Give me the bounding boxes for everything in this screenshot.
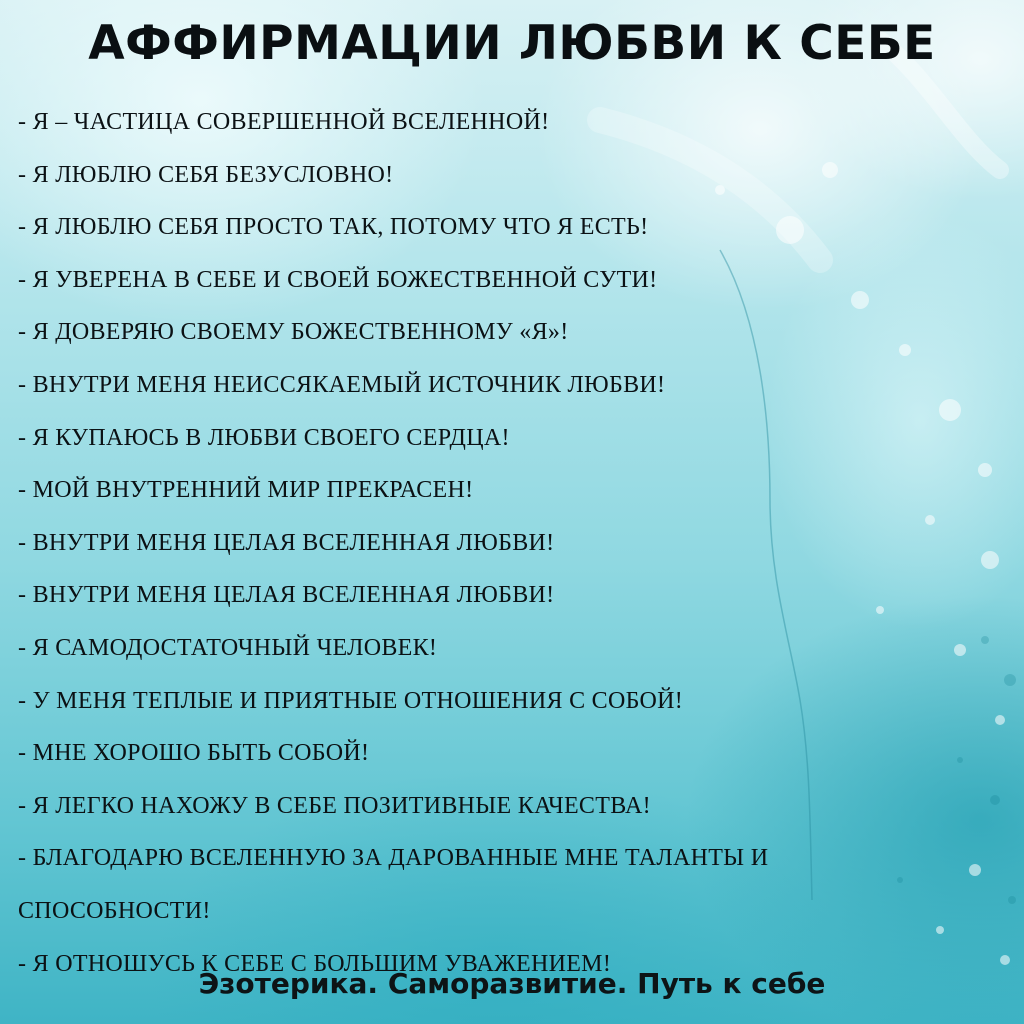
list-item: - БЛАГОДАРЮ ВСЕЛЕННУЮ ЗА ДАРОВАННЫЕ МНЕ ТАЛАНТЫ И (18, 845, 769, 872)
list-item: - Я ЛЮБЛЮ СЕБЯ ПРОСТО ТАК, ПОТОМУ ЧТО Я ЕСТЬ! (18, 214, 649, 241)
list-item: - Я ОТНОШУСЬ К СЕБЕ С БОЛЬШИМ УВАЖЕНИЕМ! (18, 950, 612, 977)
list-item: - МНЕ ХОРОШО БЫТЬ СОБОЙ! (18, 740, 370, 767)
list-item: - МОЙ ВНУТРЕННИЙ МИР ПРЕКРАСЕН! (18, 477, 474, 504)
list-item: - Я ДОВЕРЯЮ СВОЕМУ БОЖЕСТВЕННОМУ «Я»! (18, 319, 569, 346)
list-item: - ВНУТРИ МЕНЯ НЕИССЯКАЕМЫЙ ИСТОЧНИК ЛЮБВИ! (18, 371, 666, 398)
footer-caption: Эзотерика. Саморазвитие. Путь к себе (198, 967, 826, 1000)
list-item: - Я КУПАЮСЬ В ЛЮБВИ СВОЕГО СЕРДЦА! (18, 424, 510, 451)
list-item: - Я САМОДОСТАТОЧНЫЙ ЧЕЛОВЕК! (18, 634, 438, 661)
list-item: - Я ЛЕГКО НАХОЖУ В СЕБЕ ПОЗИТИВНЫЕ КАЧЕСТВА! (18, 792, 651, 819)
list-item: - У МЕНЯ ТЕПЛЫЕ И ПРИЯТНЫЕ ОТНОШЕНИЯ С СОБОЙ! (18, 687, 684, 714)
affirmations-list (18, 96, 918, 990)
list-item: - Я ЛЮБЛЮ СЕБЯ БЕЗУСЛОВНО! (18, 161, 394, 188)
list-item: - Я – ЧАСТИЦА СОВЕРШЕННОЙ ВСЕЛЕННОЙ! (18, 109, 550, 135)
list-item: - ВНУТРИ МЕНЯ ЦЕЛАЯ ВСЕЛЕННАЯ ЛЮБВИ! (18, 582, 555, 609)
list-item: - Я УВЕРЕНА В СЕБЕ И СВОЕЙ БОЖЕСТВЕННОЙ СУТИ! (18, 266, 658, 293)
list-item-continuation: СПОСОБНОСТИ! (18, 897, 211, 924)
page-title: АФФИРМАЦИИ ЛЮБВИ К СЕБЕ (88, 16, 936, 71)
list-item: - ВНУТРИ МЕНЯ ЦЕЛАЯ ВСЕЛЕННАЯ ЛЮБВИ! (18, 529, 555, 556)
